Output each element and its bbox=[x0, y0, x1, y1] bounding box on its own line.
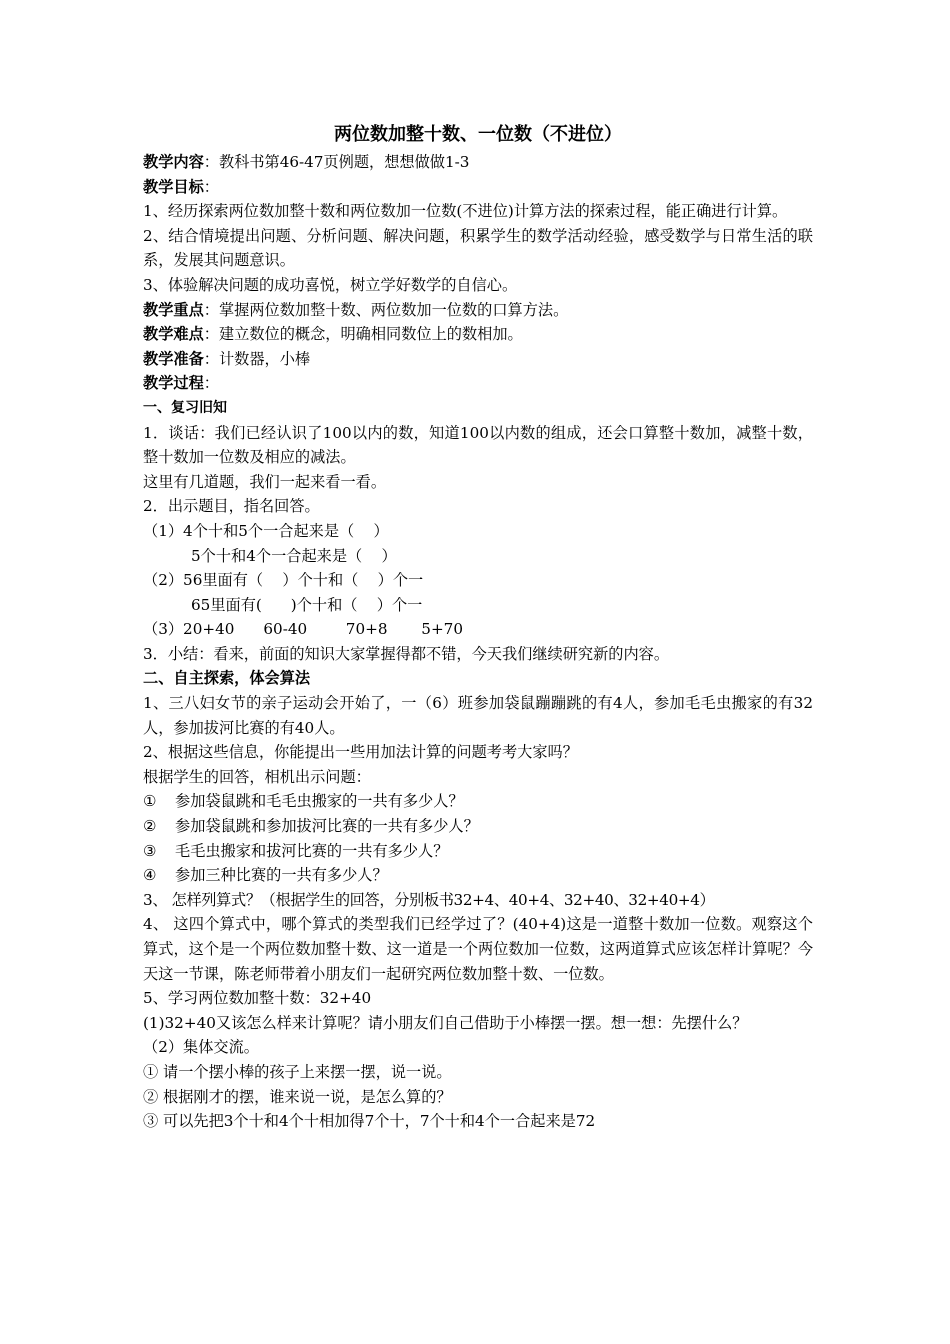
paragraph: ③ 可以先把3个十和4个十相加得7个十，7个十和4个一合起来是72 bbox=[143, 1112, 596, 1131]
difficulties bbox=[143, 322, 813, 347]
section-heading: 二、自主探索，体会算法 bbox=[143, 669, 311, 688]
process-label: 教学过程 bbox=[143, 374, 204, 393]
paragraph: 1．谈话：我们已经认识了100以内的数，知道100以内数的组成，还会口算整十数加，减整十数，整十数加一位数及相应的减法。 bbox=[143, 423, 813, 467]
teaching-goals-colon: ： bbox=[203, 177, 219, 196]
key-points-label: 教学重点 bbox=[143, 300, 204, 319]
difficulties-label: 教学难点 bbox=[143, 325, 204, 344]
question-number: ① bbox=[143, 792, 157, 811]
document-page bbox=[143, 120, 813, 1134]
question-number: ③ bbox=[143, 841, 157, 860]
preparation-label: 教学准备 bbox=[143, 349, 204, 368]
question-item bbox=[143, 814, 813, 839]
goal-item: 1、经历探索两位数加整十数和两位数加一位数(不进位)计算方法的探索过程，能正确进行计算。 bbox=[143, 202, 788, 221]
key-points bbox=[143, 298, 813, 323]
paragraph: ② 根据刚才的摆，谁来说一说，是怎么算的？ bbox=[143, 1087, 452, 1106]
process-colon: ： bbox=[203, 374, 219, 393]
question-item bbox=[143, 863, 813, 888]
document-title: 两位数加整十数、一位数（不进位） bbox=[334, 124, 622, 145]
paragraph: 5、学习两位数加整十数：32+40 bbox=[143, 989, 372, 1008]
teaching-goals-label: 教学目标 bbox=[143, 177, 204, 196]
question-text: 参加袋鼠跳和毛毛虫搬家的一共有多少人？ bbox=[175, 792, 464, 811]
paragraph: ① 请一个摆小棒的孩子上来摆一摆，说一说。 bbox=[143, 1062, 452, 1081]
exercise-line: （1）4个十和5个一合起来是（ ） bbox=[143, 521, 389, 540]
paragraph: 根据学生的回答，相机出示问题： bbox=[143, 767, 371, 786]
exercise-line: （3）20+40 60-40 70+8 5+70 bbox=[143, 620, 464, 639]
difficulties-text: ：建立数位的概念，明确相同数位上的数相加。 bbox=[203, 325, 523, 344]
question-item bbox=[143, 839, 813, 864]
teaching-content-label: 教学内容 bbox=[143, 153, 204, 171]
paragraph: 4、 这四个算式中，哪个算式的类型我们已经学过了？(40+4)这是一道整十数加一位数。观察这个算式，这个是一个两位数加整十数、这一道是一个两位数加一位数，这两道算式应该怎样计算呢？今天这一节课，陈老师带着小朋友们一起研究两位数加整十数、一位数。 bbox=[143, 915, 813, 983]
goal-item: 2、结合情境提出问题、分析问题、解决问题，积累学生的数学活动经验，感受数学与日常生活的联系，发展其问题意识。 bbox=[143, 226, 813, 270]
question-item bbox=[143, 789, 813, 814]
goal-item: 3、体验解决问题的成功喜悦，树立学好数学的自信心。 bbox=[143, 275, 518, 294]
paragraph: (1)32+40又该怎么样来计算呢？请小朋友们自己借助于小棒摆一摆。想一想：先摆什么？ bbox=[143, 1013, 748, 1032]
paragraph: 1、三八妇女节的亲子运动会开始了，一（6）班参加袋鼠蹦蹦跳的有4人，参加毛毛虫搬家的有32人，参加拔河比赛的有40人。 bbox=[143, 694, 813, 737]
section-heading: 一、复习旧知 bbox=[143, 399, 227, 416]
exercise-line: 65里面有( )个十和（ ）个一 bbox=[191, 595, 423, 614]
question-text: 参加袋鼠跳和参加拔河比赛的一共有多少人？ bbox=[175, 817, 479, 836]
paragraph: 2．出示题目，指名回答。 bbox=[143, 497, 320, 516]
teaching-content bbox=[143, 150, 813, 175]
preparation-text: ：计数器，小棒 bbox=[203, 349, 311, 368]
exercise-line: 5个十和4个一合起来是（ ） bbox=[191, 546, 397, 565]
paragraph: 3、 怎样列算式？（根据学生的回答，分别板书32+4、40+4、32+40、32+40+4） bbox=[143, 890, 715, 909]
question-number: ② bbox=[143, 817, 157, 836]
key-points-text: ：掌握两位数加整十数、两位数加一位数的口算方法。 bbox=[203, 300, 569, 319]
teaching-goals-heading bbox=[143, 175, 813, 200]
question-text: 参加三种比赛的一共有多少人？ bbox=[175, 866, 388, 885]
paragraph: 2、根据这些信息，你能提出一些用加法计算的问题考考大家吗？ bbox=[143, 743, 578, 762]
preparation bbox=[143, 347, 813, 372]
teaching-content-text: ：教科书第46-47页例题，想想做做1-3 bbox=[203, 153, 470, 171]
paragraph: 3．小结：看来，前面的知识大家掌握得都不错，今天我们继续研究新的内容。 bbox=[143, 644, 670, 663]
process-heading bbox=[143, 371, 813, 396]
question-number: ④ bbox=[143, 866, 157, 885]
exercise-line: （2）56里面有（ ）个十和（ ）个一 bbox=[143, 571, 424, 590]
paragraph: （2）集体交流。 bbox=[143, 1038, 259, 1057]
paragraph: 这里有几道题，我们一起来看一看。 bbox=[143, 472, 386, 491]
question-text: 毛毛虫搬家和拔河比赛的一共有多少人？ bbox=[175, 841, 449, 860]
